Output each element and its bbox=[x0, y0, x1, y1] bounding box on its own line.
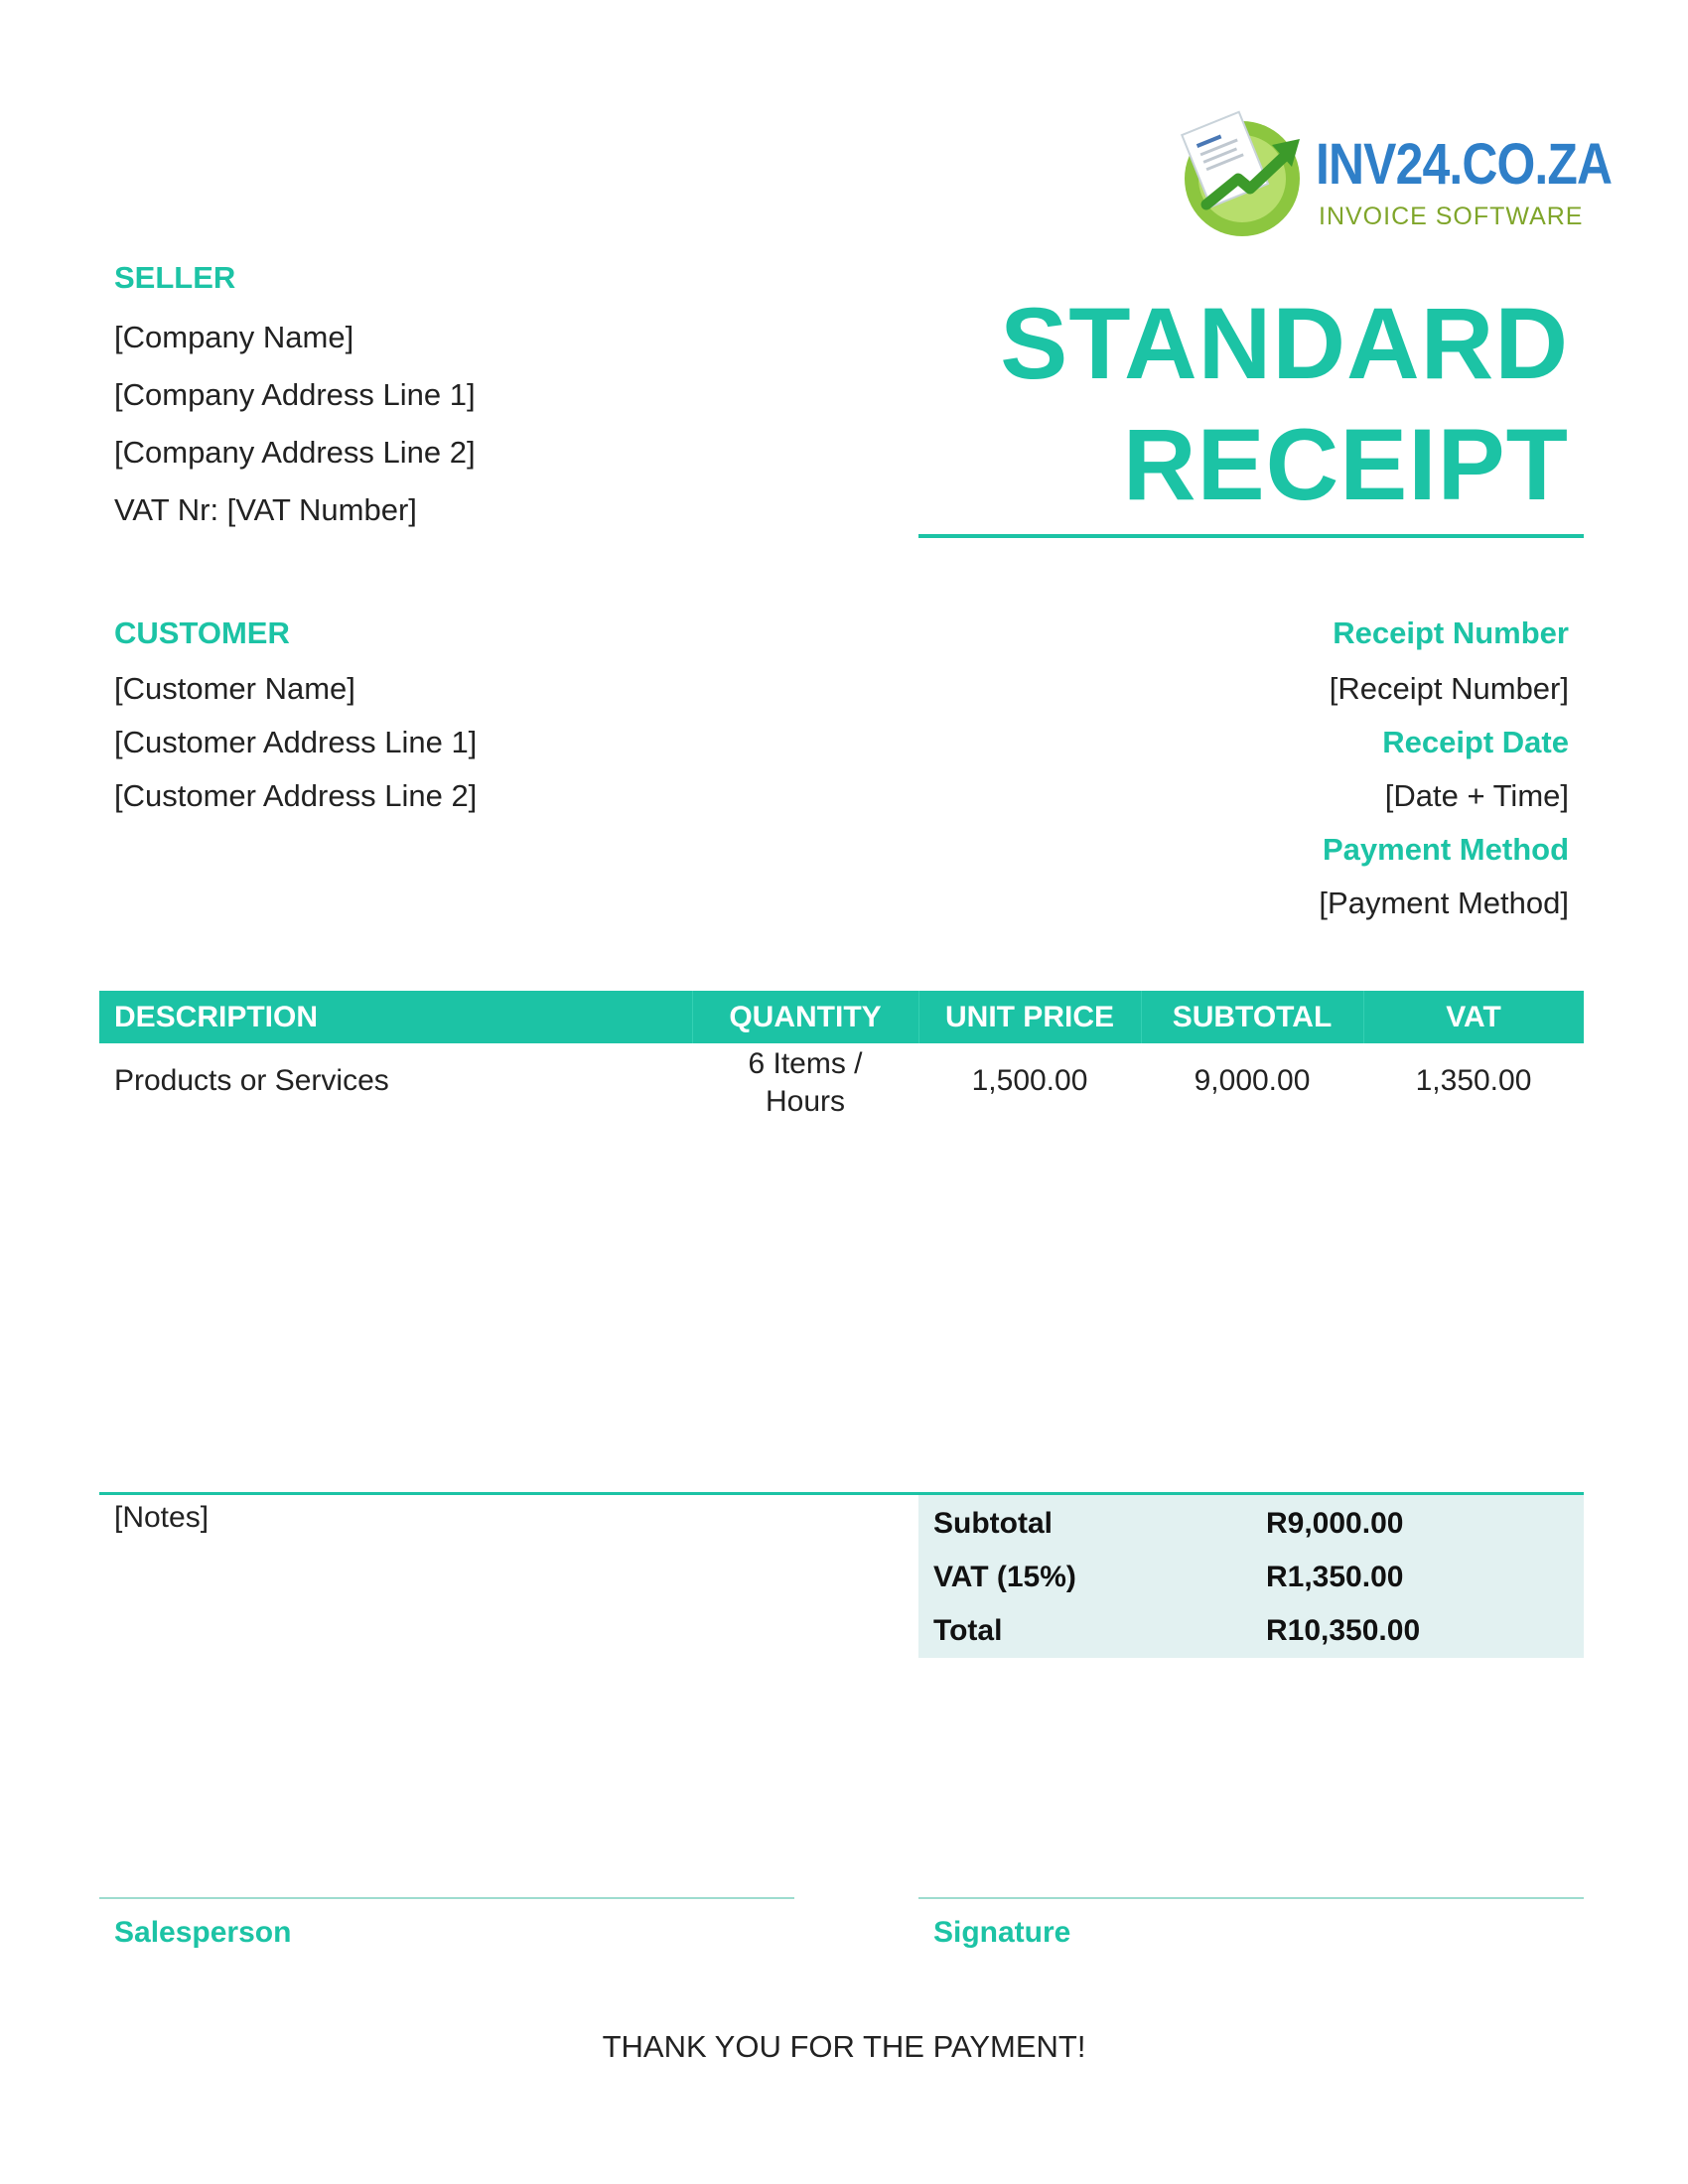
seller-address-line-1: [Company Address Line 1] bbox=[114, 377, 476, 412]
logo-brand-text: INV24.CO.ZA bbox=[1316, 132, 1613, 197]
subtotal-value: R9,000.00 bbox=[1266, 1507, 1404, 1540]
receipt-number-label: Receipt Number bbox=[1333, 615, 1569, 650]
seller-company-name: [Company Name] bbox=[114, 320, 354, 354]
document-title bbox=[894, 283, 1569, 525]
payment-method-label: Payment Method bbox=[1322, 832, 1569, 867]
logo-chart-icon bbox=[1177, 109, 1311, 243]
logo-subtitle: INVOICE SOFTWARE bbox=[1319, 203, 1584, 230]
seller-vat-number: VAT Nr: [VAT Number] bbox=[114, 492, 417, 527]
vat-value: R1,350.00 bbox=[1266, 1561, 1404, 1593]
company-logo bbox=[1177, 109, 1613, 243]
row-quantity bbox=[692, 1045, 918, 1121]
customer-label: CUSTOMER bbox=[114, 615, 290, 650]
signature-line bbox=[918, 1897, 1584, 1899]
salesperson-line bbox=[99, 1897, 794, 1899]
total-label: Total bbox=[933, 1614, 1003, 1647]
title-line-1: STANDARD bbox=[1000, 287, 1569, 400]
header-vat: VAT bbox=[1446, 1001, 1501, 1033]
row-quantity-line-2: Hours bbox=[765, 1085, 846, 1118]
receipt-date-label: Receipt Date bbox=[1382, 725, 1569, 759]
subtotal-label: Subtotal bbox=[933, 1507, 1053, 1540]
customer-address-line-2: [Customer Address Line 2] bbox=[114, 778, 478, 813]
seller-label: SELLER bbox=[114, 260, 236, 295]
row-vat: 1,350.00 bbox=[1415, 1064, 1532, 1097]
seller-address-line-2: [Company Address Line 2] bbox=[114, 435, 476, 470]
customer-name: [Customer Name] bbox=[114, 671, 355, 706]
header-subtotal: SUBTOTAL bbox=[1172, 1001, 1333, 1033]
customer-address-line-1: [Customer Address Line 1] bbox=[114, 725, 478, 759]
row-subtotal: 9,000.00 bbox=[1194, 1064, 1311, 1097]
header-quantity: QUANTITY bbox=[729, 1001, 882, 1033]
totals-box bbox=[918, 1495, 1584, 1658]
receipt-number-value: [Receipt Number] bbox=[1329, 671, 1569, 706]
signature-label: Signature bbox=[933, 1916, 1071, 1949]
receipt-date-value: [Date + Time] bbox=[1384, 778, 1569, 813]
total-value: R10,350.00 bbox=[1266, 1614, 1421, 1647]
row-unit-price: 1,500.00 bbox=[971, 1064, 1088, 1097]
thank-you-message: THANK YOU FOR THE PAYMENT! bbox=[602, 2029, 1086, 2064]
title-line-2: RECEIPT bbox=[1122, 408, 1569, 521]
salesperson-label: Salesperson bbox=[114, 1916, 292, 1949]
header-unit-price: UNIT PRICE bbox=[944, 1001, 1114, 1033]
title-divider bbox=[918, 534, 1584, 538]
header-description: DESCRIPTION bbox=[114, 1001, 319, 1033]
row-quantity-line-1: 6 Items / bbox=[748, 1047, 863, 1080]
notes-text: [Notes] bbox=[114, 1501, 210, 1534]
payment-method-value: [Payment Method] bbox=[1319, 886, 1569, 920]
items-table-header bbox=[99, 991, 1584, 1043]
vat-label: VAT (15%) bbox=[933, 1561, 1076, 1593]
row-description: Products or Services bbox=[114, 1064, 389, 1097]
